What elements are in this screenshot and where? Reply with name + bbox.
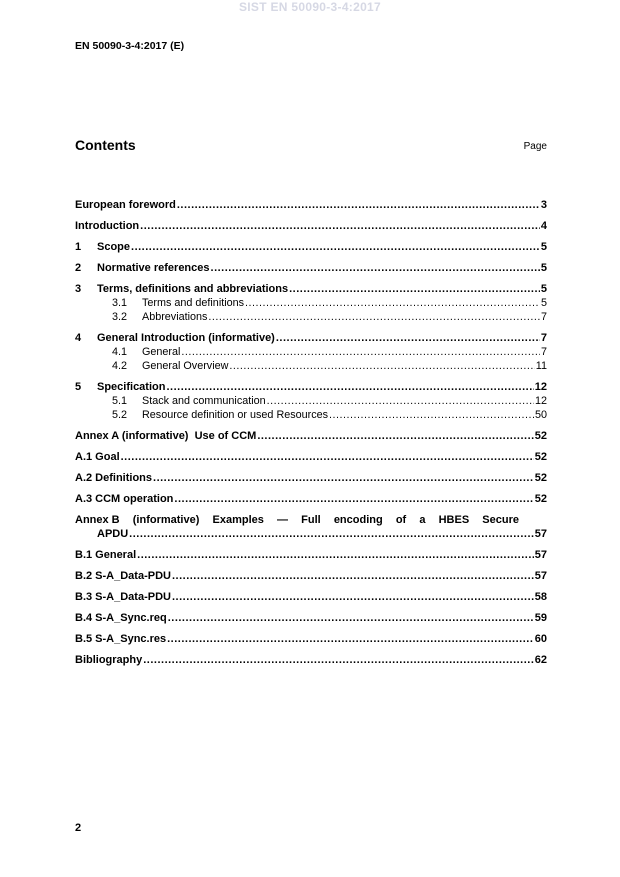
toc-entry-title: B.3 S-A_Data-PDU (75, 591, 171, 603)
toc-entry-title: A.3 CCM operation (75, 493, 174, 505)
toc-entry-title: Introduction (75, 220, 140, 232)
dot-leader (208, 310, 540, 324)
toc-entry-number: 3.1 (112, 297, 128, 309)
dot-leader (172, 590, 534, 604)
toc-entry-number: 4 (75, 332, 82, 344)
toc-subentry-3-2[interactable] (75, 310, 547, 324)
toc-entry-page: 52 (534, 493, 547, 505)
toc-entry-title: Resource definition or used Resources (142, 409, 329, 421)
toc-entry-a1-goal[interactable] (75, 450, 547, 464)
dot-leader (153, 471, 534, 485)
toc-entry-page: 57 (534, 549, 547, 561)
toc-entry-number: 5.2 (112, 409, 128, 421)
dot-leader (276, 331, 540, 345)
toc-entry-page: 12 (534, 395, 547, 407)
toc-entry-terms-definitions[interactable] (75, 282, 547, 296)
toc-entry-number: 5.1 (112, 395, 128, 407)
toc-entry-page: 59 (534, 612, 547, 624)
toc-entry-title: B.2 S-A_Data-PDU (75, 570, 171, 582)
dot-leader (129, 527, 534, 541)
toc-entry-a3-ccm-operation[interactable] (75, 492, 547, 506)
toc-entry-title: Terms and definitions (142, 297, 245, 309)
toc-entry-number: 2 (75, 262, 82, 274)
document-id: EN 50090-3-4:2017 (E) (75, 40, 185, 52)
toc-entry-page: 52 (534, 451, 547, 463)
toc-entry-european-foreword[interactable] (75, 198, 547, 212)
toc-entry-page: 7 (540, 346, 547, 358)
toc-entry-page: 12 (534, 381, 547, 393)
toc-entry-page: 5 (540, 283, 547, 295)
contents-title: Contents (75, 137, 136, 153)
annex-b-word: a (419, 514, 426, 526)
toc-entry-page: 7 (540, 332, 547, 344)
dot-leader (140, 219, 540, 233)
toc-entry-page: 7 (540, 311, 547, 323)
toc-entry-title: General (142, 346, 181, 358)
watermark: SIST EN 50090-3-4:2017 (238, 0, 381, 14)
dot-leader (267, 394, 534, 408)
dot-leader (168, 611, 534, 625)
dot-leader (121, 450, 534, 464)
toc-entry-title: European foreword (75, 199, 176, 211)
dot-leader (166, 380, 533, 394)
toc-subentry-4-2[interactable] (75, 359, 547, 373)
toc-entry-title: Specification (97, 381, 166, 393)
toc-entry-title: Abbreviations (142, 311, 208, 323)
toc-subentry-4-1[interactable] (75, 345, 547, 359)
toc-entry-title: Annex A (informative) Use of CCM (75, 430, 257, 442)
toc-entry-title: B.4 S-A_Sync.req (75, 612, 167, 624)
dot-leader (172, 569, 534, 583)
toc-entry-page: 5 (540, 297, 547, 309)
toc-entry-a2-definitions[interactable] (75, 471, 547, 485)
toc-entry-page: 58 (534, 591, 547, 603)
toc-entry-b2-data-pdu[interactable] (75, 569, 547, 583)
annex-b-word: Examples (212, 514, 264, 526)
annex-b-word: encoding (333, 514, 383, 526)
dot-leader (289, 282, 540, 296)
toc-entry-number: 3.2 (112, 311, 128, 323)
dot-leader (257, 429, 533, 443)
toc-entry-page: 60 (534, 633, 547, 645)
toc-entry-b5-sync-res[interactable] (75, 632, 547, 646)
page-column-label: Page (523, 141, 547, 152)
toc-entry-title: Normative references (97, 262, 210, 274)
dot-leader (174, 492, 533, 506)
toc-entry-title: General Overview (142, 360, 229, 372)
toc-entry-page: 3 (540, 199, 547, 211)
toc-entry-title: B.1 General (75, 549, 137, 561)
dot-leader (143, 653, 534, 667)
toc-entry-page: 50 (534, 409, 547, 421)
toc-entry-number: 5 (75, 381, 82, 393)
annex-b-word: Full (301, 514, 321, 526)
toc-entry-annex-b[interactable] (75, 513, 547, 541)
toc-entry-page: 52 (534, 472, 547, 484)
annex-b-word: of (395, 514, 407, 526)
toc-entry-page: 52 (534, 430, 547, 442)
dot-leader (181, 345, 540, 359)
toc-entry-page: 5 (540, 262, 547, 274)
dot-leader (131, 240, 540, 254)
toc-entry-number: 3 (75, 283, 82, 295)
toc-entry-title: Stack and communication (142, 395, 266, 407)
toc-entry-annex-a[interactable] (75, 429, 547, 443)
annex-b-word: — (277, 514, 288, 526)
toc-entry-title: B.5 S-A_Sync.res (75, 633, 167, 645)
toc-entry-scope[interactable] (75, 240, 547, 254)
toc-entry-specification[interactable] (75, 380, 547, 394)
dot-leader (137, 548, 534, 562)
annex-b-title-line1 (75, 513, 519, 527)
toc-entry-bibliography[interactable] (75, 653, 547, 667)
toc-entry-title: APDU (97, 528, 129, 540)
toc-subentry-5-1[interactable] (75, 394, 547, 408)
dot-leader (245, 296, 540, 310)
dot-leader (177, 198, 540, 212)
toc-subentry-5-2[interactable] (75, 408, 547, 422)
toc-entry-page: 11 (535, 360, 547, 372)
table-of-contents (75, 198, 547, 667)
dot-leader (329, 408, 534, 422)
toc-entry-title: Terms, definitions and abbreviations (97, 283, 289, 295)
toc-entry-title: Scope (97, 241, 131, 253)
annex-b-word: Annex B (75, 514, 120, 526)
toc-entry-page: 5 (540, 241, 547, 253)
toc-entry-page: 62 (534, 654, 547, 666)
dot-leader (167, 632, 534, 646)
toc-entry-page: 57 (534, 570, 547, 582)
dot-leader (211, 261, 540, 275)
toc-entry-b1-general[interactable] (75, 548, 547, 562)
toc-entry-title: A.1 Goal (75, 451, 120, 463)
dot-leader (229, 359, 534, 373)
toc-entry-title: Bibliography (75, 654, 143, 666)
annex-b-title-line2 (75, 527, 547, 541)
toc-entry-number: 4.2 (112, 360, 128, 372)
page-number: 2 (75, 822, 82, 834)
toc-entry-normative-references[interactable] (75, 261, 547, 275)
toc-entry-page: 4 (540, 220, 547, 232)
toc-entry-title: General Introduction (informative) (97, 332, 275, 344)
toc-entry-number: 4.1 (112, 346, 128, 358)
toc-entry-general-introduction[interactable] (75, 331, 547, 345)
toc-entry-title: A.2 Definitions (75, 472, 153, 484)
annex-b-word: (informative) (132, 514, 200, 526)
toc-entry-b4-sync-req[interactable] (75, 611, 547, 625)
toc-entry-introduction[interactable] (75, 219, 547, 233)
annex-b-word: Secure (482, 514, 519, 526)
annex-b-word: HBES (438, 514, 470, 526)
toc-entry-number: 1 (75, 241, 82, 253)
toc-entry-page: 57 (534, 528, 547, 540)
toc-subentry-3-1[interactable] (75, 296, 547, 310)
toc-entry-b3-data-pdu[interactable] (75, 590, 547, 604)
